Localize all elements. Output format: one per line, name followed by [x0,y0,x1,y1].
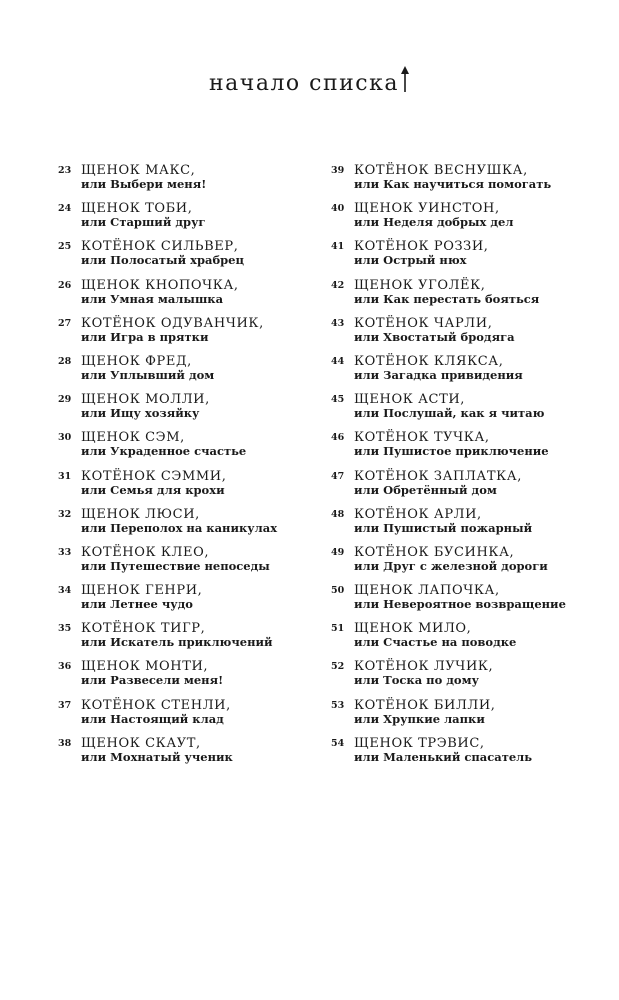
book-title: ЩЕНОК ФРЕД, [81,353,192,369]
book-list-item [331,279,591,317]
book-list-item [331,240,591,278]
book-list-item [331,660,591,698]
book-list-item [331,470,591,508]
book-list-item [58,355,308,393]
book-title: КОТЁНОК ТУЧКА, [354,430,490,446]
book-title: КОТЁНОК ЛУЧИК, [354,659,494,675]
page-title [0,70,619,95]
book-title: КОТЁНОК СЭММИ, [81,468,227,484]
book-list-item [58,660,308,698]
book-number: 26 [58,279,72,291]
book-subtitle: или Выбери меня! [81,177,207,191]
book-title: ЩЕНОК СЭМ, [81,430,185,446]
book-title: ЩЕНОК УГОЛЁК, [354,277,486,293]
book-list-item [331,431,591,469]
book-subtitle: или Загадка привидения [354,367,523,382]
book-title: КОТЁНОК СТЕНЛИ, [81,697,231,713]
book-subtitle: или Друг с железной дороги [354,558,548,573]
book-number: 50 [331,585,345,597]
book-title: КОТЁНОК ЗАПЛАТКА, [354,468,522,484]
book-subtitle: или Настоящий клад [81,711,224,726]
book-title: ЩЕНОК ТРЭВИС, [354,735,485,751]
book-subtitle: или Пушистое приключение [354,444,549,459]
book-title: КОТЁНОК РОЗЗИ, [354,239,489,255]
book-subtitle: или Как научиться помогать [354,177,552,191]
book-subtitle: или Игра в прятки [81,329,209,344]
book-title: ЩЕНОК МОНТИ, [81,659,209,675]
book-title: КОТЁНОК ОДУВАНЧИК, [81,315,264,331]
book-list-left-column [58,164,308,775]
book-number: 30 [58,432,72,444]
book-title: ЩЕНОК ЛАПОЧКА, [354,583,500,599]
book-list-item [58,584,308,622]
book-number: 28 [58,355,72,367]
book-list-item [58,279,308,317]
book-subtitle: или Послушай, как я читаю [354,406,545,421]
book-list-item [58,546,308,584]
book-title: КОТЁНОК КЛЯКСА, [354,353,504,369]
book-list-item [331,622,591,660]
book-list-item [331,546,591,584]
book-number: 51 [331,623,345,635]
book-list-item [58,699,308,737]
book-number: 39 [331,165,345,176]
book-list-item [331,317,591,355]
book-list-item [58,202,308,240]
book-list-item [331,164,591,202]
book-title: ЩЕНОК ТОБИ, [81,201,193,217]
book-title: КОТЁНОК БИЛЛИ, [354,697,496,713]
book-list-item [58,737,308,775]
book-number: 42 [331,279,345,291]
book-subtitle: или Путешествие непоседы [81,558,270,573]
book-list-item [58,431,308,469]
book-list-item [331,737,591,775]
book-list-item [58,240,308,278]
book-subtitle: или Ищу хозяйку [81,406,200,421]
book-list-item [58,317,308,355]
book-list-item [331,508,591,546]
book-number: 31 [58,470,72,482]
book-number: 35 [58,623,72,635]
book-subtitle: или Как перестать бояться [354,291,540,306]
book-number: 23 [58,165,72,176]
book-list-item [331,355,591,393]
book-list-item [331,393,591,431]
page-title-text: начало списка [209,71,399,96]
book-title: ЩЕНОК МАКС, [81,163,196,178]
book-title: ЩЕНОК ЛЮСИ, [81,506,200,522]
book-list-item [58,393,308,431]
book-subtitle: или Невероятное возвращение [354,597,566,612]
book-number: 53 [331,699,345,711]
book-title: ЩЕНОК КНОПОЧКА, [81,277,239,293]
book-number: 46 [331,432,345,444]
book-number: 27 [58,317,72,329]
book-subtitle: или Обретённый дом [354,482,497,497]
book-subtitle: или Пушистый пожарный [354,520,533,535]
book-title: КОТЁНОК ТИГР, [81,621,206,637]
book-title: КОТЁНОК АРЛИ, [354,506,482,522]
book-subtitle: или Полосатый храбрец [81,253,244,268]
book-list-item [331,699,591,737]
book-title: ЩЕНОК МОЛЛИ, [81,392,210,408]
book-number: 48 [331,508,345,520]
book-subtitle: или Старший друг [81,215,206,230]
book-number: 40 [331,203,345,215]
arrow-up-icon [400,70,410,92]
book-subtitle: или Хрупкие лапки [354,711,485,726]
book-subtitle: или Семья для крохи [81,482,225,497]
book-list-item [58,164,308,202]
book-title: ЩЕНОК СКАУТ, [81,735,201,751]
book-number: 54 [331,737,345,749]
book-subtitle: или Маленький спасатель [354,749,533,764]
book-subtitle: или Развесели меня! [81,673,224,688]
book-number: 29 [58,394,72,406]
book-number: 34 [58,585,72,597]
book-list-item [58,622,308,660]
book-subtitle: или Неделя добрых дел [354,215,514,230]
book-list-item [331,202,591,240]
book-title: ЩЕНОК АСТИ, [354,392,466,408]
book-list-item [58,508,308,546]
book-number: 38 [58,737,72,749]
book-subtitle: или Уплывший дом [81,367,215,382]
book-list-item [331,584,591,622]
book-title: КОТЁНОК БУСИНКА, [354,544,515,560]
book-number: 33 [58,546,72,558]
book-number: 45 [331,394,345,406]
book-title: КОТЁНОК СИЛЬВЕР, [81,239,239,255]
book-title: ЩЕНОК УИНСТОН, [354,201,500,217]
book-number: 24 [58,203,72,215]
book-subtitle: или Украденное счастье [81,444,247,459]
book-title: КОТЁНОК КЛЕО, [81,544,210,560]
book-subtitle: или Летнее чудо [81,597,193,612]
book-number: 41 [331,241,345,253]
book-subtitle: или Умная малышка [81,291,224,306]
book-list-right-column [331,164,591,775]
book-list-item [58,470,308,508]
book-subtitle: или Искатель приключений [81,635,273,650]
book-number: 49 [331,546,345,558]
book-subtitle: или Счастье на поводке [354,635,517,650]
book-number: 36 [58,661,72,673]
book-title: КОТЁНОК ВЕСНУШКА, [354,163,528,178]
book-subtitle: или Тоска по дому [354,673,479,688]
book-title: КОТЁНОК ЧАРЛИ, [354,315,493,331]
book-subtitle: или Острый нюх [354,253,467,268]
book-number: 44 [331,355,345,367]
book-number: 32 [58,508,72,520]
book-number: 25 [58,241,72,253]
book-title: ЩЕНОК МИЛО, [354,621,472,637]
book-number: 43 [331,317,345,329]
book-title: ЩЕНОК ГЕНРИ, [81,583,203,599]
book-number: 52 [331,661,345,673]
book-subtitle: или Хвостатый бродяга [354,329,515,344]
book-subtitle: или Мохнатый ученик [81,749,233,764]
book-subtitle: или Переполох на каникулах [81,520,278,535]
book-number: 47 [331,470,345,482]
book-number: 37 [58,699,72,711]
